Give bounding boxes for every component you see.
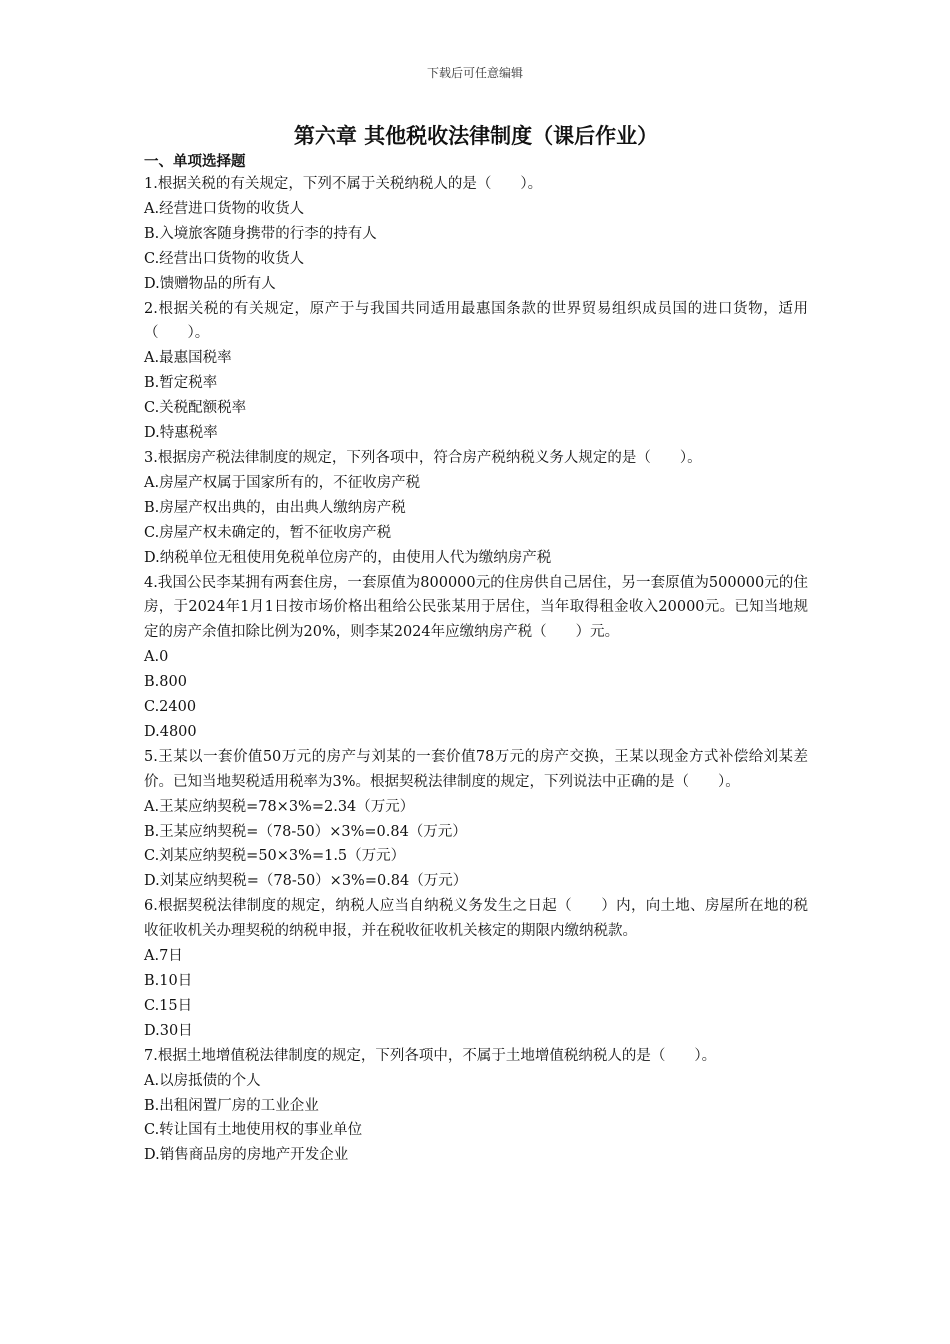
question-4 (144, 571, 808, 745)
question-7 (144, 1044, 808, 1169)
question-stem: 4.我国公民李某拥有两套住房，一套原值为800000元的住房供自己居住，另一套原值为500000元的住房，于2024年1月1日按市场价格出租给公民张某用于居住，当年取得租金收入20000元。已知当地规定的房产余值扣除比例为20%，则李某2024年应缴纳房产税（ ）元。 (144, 574, 808, 641)
question-stem: 3.根据房产税法律制度的规定，下列各项中，符合房产税纳税义务人规定的是（ ）。 (144, 449, 702, 466)
document-body (144, 120, 808, 1168)
option-d: D.馈赠物品的所有人 (144, 275, 276, 292)
option-a: A.最惠国税率 (144, 350, 232, 367)
option-d: D.特惠税率 (144, 425, 218, 442)
option-b: B.10日 (144, 973, 193, 989)
question-stem: 1.根据关税的有关规定，下列不属于关税纳税人的是（ ）。 (144, 176, 543, 192)
option-c: C.经营出口货物的收货人 (144, 250, 305, 267)
question-stem: 2.根据关税的有关规定，原产于与我国共同适用最惠国条款的世界贸易组织成员国的进口货物，适用（ ）。 (144, 300, 808, 342)
option-d: D.销售商品房的房地产开发企业 (144, 1147, 349, 1164)
option-d: D.刘某应纳契税=（78-50）×3%=0.84（万元） (144, 873, 468, 890)
option-b: B.出租闲置厂房的工业企业 (144, 1097, 319, 1114)
question-3 (144, 446, 808, 571)
question-5 (144, 745, 808, 894)
option-b: B.暂定税率 (144, 375, 218, 392)
question-stem: 6.根据契税法律制度的规定，纳税人应当自纳税义务发生之日起（ ）内，向土地、房屋所在地的税收征收机关办理契税的纳税申报，并在税收征收机关核定的期限内缴纳税款。 (144, 898, 808, 940)
question-6 (144, 894, 808, 1043)
question-stem: 7.根据土地增值税法律制度的规定，下列各项中，不属于土地增值税纳税人的是（ ）。 (144, 1047, 717, 1064)
option-b: B.王某应纳契税=（78-50）×3%=0.84（万元） (144, 823, 467, 840)
option-c: C.房屋产权未确定的，暂不征收房产税 (144, 524, 392, 541)
question-2 (144, 297, 808, 446)
option-c: C.2400 (144, 699, 197, 716)
option-c: C.转让国有土地使用权的事业单位 (144, 1122, 363, 1139)
option-c: C.刘某应纳契税=50×3%=1.5（万元） (144, 848, 406, 865)
page-header-note: 下载后可任意编辑 (426, 66, 523, 80)
option-a: A.7日 (144, 948, 183, 965)
option-c: C.15日 (144, 997, 193, 1014)
option-a: A.房屋产权属于国家所有的，不征收房产税 (144, 474, 421, 491)
option-a: A.王某应纳契税=78×3%=2.34（万元） (144, 798, 415, 815)
option-a: A.0 (144, 649, 169, 666)
option-d: D.纳税单位无租使用免税单位房产的，由使用人代为缴纳房产税 (144, 549, 552, 566)
option-b: B.入境旅客随身携带的行李的持有人 (144, 225, 377, 242)
option-d: D.30日 (144, 1022, 193, 1039)
section-heading: 一、单项选择题 (144, 154, 246, 170)
option-a: A.以房抵债的个人 (144, 1072, 261, 1089)
question-stem: 5.王某以一套价值50万元的房产与刘某的一套价值78万元的房产交换，王某以现金方式补偿给刘某差价。已知当地契税适用税率为3%。根据契税法律制度的规定，下列说法中正确的是（ ）。 (144, 748, 808, 790)
question-1 (144, 172, 808, 297)
document-title: 第六章 其他税收法律制度（课后作业） (293, 124, 659, 148)
option-d: D.4800 (144, 723, 197, 740)
option-b: B.房屋产权出典的，由出典人缴纳房产税 (144, 499, 406, 516)
option-a: A.经营进口货物的收货人 (144, 200, 305, 217)
option-b: B.800 (144, 674, 187, 691)
option-c: C.关税配额税率 (144, 400, 247, 417)
